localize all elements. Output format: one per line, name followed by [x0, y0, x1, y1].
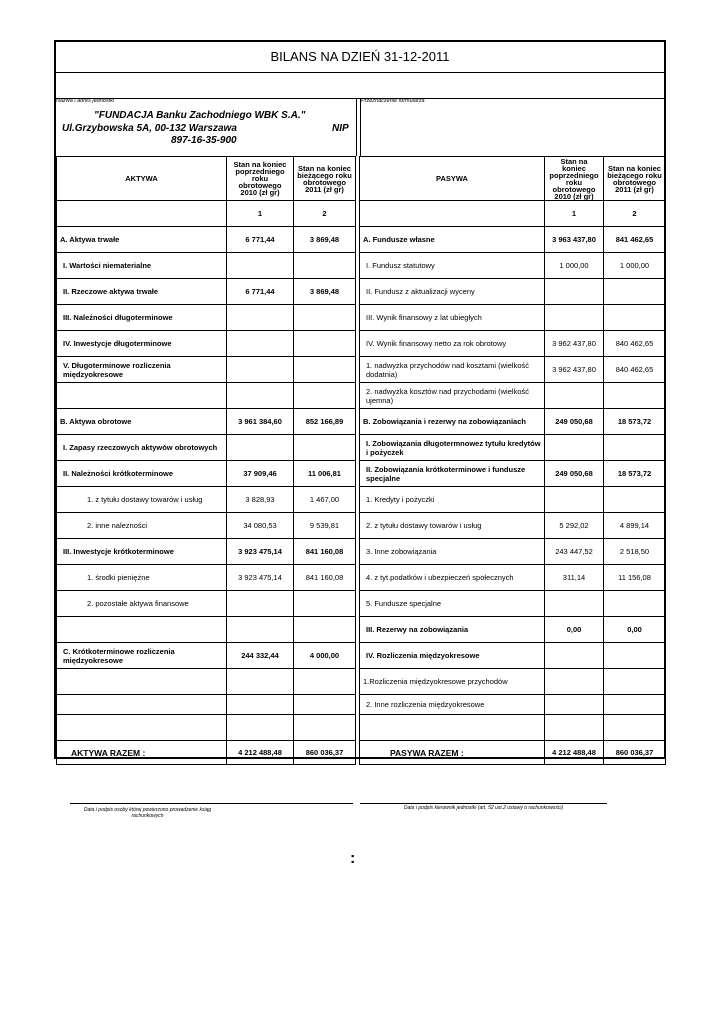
assets-row — [57, 383, 356, 409]
assets-row-label: III. Inwestycje krótkoterminowe — [57, 539, 227, 565]
liabilities-table — [359, 156, 666, 765]
assets-row-value-2010 — [227, 715, 294, 741]
liabilities-row-value-2011: 840 462,65 — [604, 357, 666, 383]
liabilities-row-value-2010 — [545, 435, 604, 461]
liabilities-row — [360, 669, 666, 695]
assets-col2-number: 2 — [294, 201, 356, 227]
assets-row-label — [57, 715, 227, 741]
assets-row-value-2011: 841 160,08 — [294, 565, 356, 591]
liabilities-row-label: B. Zobowiązania i rezerwy na zobowiązaniach — [360, 409, 545, 435]
assets-row — [57, 253, 356, 279]
liabilities-row-label: III. Wynik finansowy z lat ubiegłych — [360, 305, 545, 331]
assets-row-value-2011 — [294, 695, 356, 715]
liabilities-row-label: 4. z tyt.podatków i ubezpieczeń społecznych — [360, 565, 545, 591]
liabilities-row-value-2011: 0,00 — [604, 617, 666, 643]
assets-row-label: C. Krótkoterminowe rozliczenia międzyokresowe — [57, 643, 227, 669]
assets-row-value-2011: 4 000,00 — [294, 643, 356, 669]
liabilities-row-value-2010 — [545, 695, 604, 715]
liabilities-row-label: 2. Inne rozliczenia międzyokresowe — [360, 695, 545, 715]
liabilities-row-value-2010: 1 000,00 — [545, 253, 604, 279]
liabilities-row-value-2010 — [545, 305, 604, 331]
assets-row-value-2010: 6 771,44 — [227, 279, 294, 305]
liabilities-row — [360, 617, 666, 643]
liabilities-row-label — [360, 715, 545, 741]
liabilities-row-value-2011: 1 000,00 — [604, 253, 666, 279]
assets-row-value-2010 — [227, 695, 294, 715]
liabilities-row-label: III. Rezerwy na zobowiązania — [360, 617, 545, 643]
assets-row-label: 1. z tytułu dostawy towarów i usług — [57, 487, 227, 513]
liabilities-row-value-2011: 4 899,14 — [604, 513, 666, 539]
liabilities-total-2010: 4 212 488,48 — [545, 741, 604, 765]
liabilities-row — [360, 461, 666, 487]
liabilities-row — [360, 357, 666, 383]
assets-row — [57, 617, 356, 643]
liabilities-row-label: A. Fundusze własne — [360, 227, 545, 253]
liabilities-row-value-2010: 311,14 — [545, 565, 604, 591]
assets-row-value-2011 — [294, 435, 356, 461]
liabilities-row-label: 2. z tytułu dostawy towarów i usług — [360, 513, 545, 539]
assets-row — [57, 331, 356, 357]
liabilities-row-value-2011: 840 462,65 — [604, 331, 666, 357]
assets-row-value-2010 — [227, 383, 294, 409]
liabilities-row-value-2011 — [604, 487, 666, 513]
assets-row-value-2010 — [227, 305, 294, 331]
assets-heading: AKTYWA — [57, 157, 227, 201]
liabilities-total-row — [360, 741, 666, 765]
assets-total-2011: 860 036,37 — [294, 741, 356, 765]
assets-row-value-2011 — [294, 305, 356, 331]
assets-row — [57, 487, 356, 513]
signature-line-right — [360, 803, 607, 804]
liabilities-row-value-2011: 18 573,72 — [604, 409, 666, 435]
liabilities-row — [360, 383, 666, 409]
liabilities-col2-header: Stan na koniec bieżącego roku obrotowego 2011 (zł gr) — [604, 157, 666, 201]
assets-row-value-2011 — [294, 331, 356, 357]
liabilities-col2-number: 2 — [604, 201, 666, 227]
liabilities-row-value-2011: 2 518,50 — [604, 539, 666, 565]
assets-row — [57, 305, 356, 331]
nip-label: NIP — [332, 123, 349, 134]
assets-col1-number: 1 — [227, 201, 294, 227]
liabilities-col1-number: 1 — [545, 201, 604, 227]
signature-caption-left: Data i podpis osoby której powierzono prowadzenie ksiąg rachunkowych — [83, 807, 212, 819]
blank-row — [56, 72, 664, 99]
liabilities-row-value-2011 — [604, 715, 666, 741]
assets-row-value-2010 — [227, 357, 294, 383]
assets-row-label: I. Zapasy rzeczowych aktywów obrotowych — [57, 435, 227, 461]
liabilities-row — [360, 279, 666, 305]
assets-table — [56, 156, 356, 765]
liabilities-total-2011: 860 036,37 — [604, 741, 666, 765]
assets-row-value-2011 — [294, 669, 356, 695]
assets-row-label: II. Należności krótkoterminowe — [57, 461, 227, 487]
assets-row-value-2010 — [227, 253, 294, 279]
assets-row-label: 2. pozostałe aktywa finansowe — [57, 591, 227, 617]
liabilities-row-label: 1. Kredyty i pożyczki — [360, 487, 545, 513]
liabilities-row-value-2011 — [604, 669, 666, 695]
assets-row-value-2011 — [294, 617, 356, 643]
liabilities-row-label: I. Fundusz statutowy — [360, 253, 545, 279]
liabilities-row-value-2011: 841 462,65 — [604, 227, 666, 253]
assets-row-value-2010: 37 909,46 — [227, 461, 294, 487]
assets-row-value-2010: 6 771,44 — [227, 227, 294, 253]
assets-row-label: 1. środki pieniężne — [57, 565, 227, 591]
assets-row-label: II. Rzeczowe aktywa trwałe — [57, 279, 227, 305]
assets-row-label — [57, 695, 227, 715]
liabilities-row-value-2010 — [545, 669, 604, 695]
document-title: BILANS NA DZIEŃ 31-12-2011 — [56, 42, 664, 73]
liabilities-row — [360, 715, 666, 741]
assets-row-value-2011: 1 467,00 — [294, 487, 356, 513]
liabilities-row — [360, 253, 666, 279]
form-purpose-box — [360, 98, 667, 156]
liabilities-row-value-2011 — [604, 591, 666, 617]
entity-label: Nazwa i adres jednostki — [56, 98, 115, 104]
entity-info-box — [56, 98, 357, 156]
liabilities-row-value-2010: 0,00 — [545, 617, 604, 643]
assets-row-value-2010 — [227, 617, 294, 643]
assets-row-value-2010: 3 923 475,14 — [227, 565, 294, 591]
assets-row — [57, 409, 356, 435]
liabilities-row-value-2011 — [604, 643, 666, 669]
signature-caption-right: Data i podpis kierownik jednostki (art. 52 ust.2 ustawy o rachunkowości) — [403, 805, 564, 811]
assets-col1-header: Stan na koniec poprzedniego roku obrotowego 2010 (zł gr) — [227, 157, 294, 201]
liabilities-row-value-2010 — [545, 591, 604, 617]
liabilities-row — [360, 695, 666, 715]
liabilities-row — [360, 227, 666, 253]
assets-total-label: AKTYWA RAZEM : — [57, 741, 227, 765]
assets-row-label: B. Aktywa obrotowe — [57, 409, 227, 435]
purpose-label: Przeznaczenie formularza — [361, 98, 425, 104]
liabilities-row — [360, 565, 666, 591]
assets-row — [57, 539, 356, 565]
liabilities-row-value-2010: 3 962 437,80 — [545, 357, 604, 383]
assets-row-label: A. Aktywa trwałe — [57, 227, 227, 253]
assets-row — [57, 227, 356, 253]
assets-row-label — [57, 383, 227, 409]
liabilities-row-value-2011 — [604, 435, 666, 461]
assets-row-label: IV. Inwestycje długoterminowe — [57, 331, 227, 357]
liabilities-row-value-2011: 18 573,72 — [604, 461, 666, 487]
assets-row — [57, 513, 356, 539]
assets-row-value-2010 — [227, 331, 294, 357]
liabilities-row-value-2010: 3 963 437,80 — [545, 227, 604, 253]
liabilities-row — [360, 409, 666, 435]
liabilities-row-value-2010 — [545, 715, 604, 741]
assets-row — [57, 279, 356, 305]
liabilities-row-label: II. Fundusz z aktualizacji wyceny — [360, 279, 545, 305]
liabilities-total-label: PASYWA RAZEM : — [360, 741, 545, 765]
assets-col2-header: Stan na koniec bieżącego roku obrotowego 2011 (zł gr) — [294, 157, 356, 201]
liabilities-row-label: 1. nadwyżka przychodów nad kosztami (wielkość dodatnia) — [360, 357, 545, 383]
assets-row-label — [57, 669, 227, 695]
liabilities-row — [360, 487, 666, 513]
assets-row — [57, 357, 356, 383]
assets-row-value-2011 — [294, 591, 356, 617]
entity-name: "FUNDACJA Banku Zachodniego WBK S.A." — [94, 110, 306, 121]
liabilities-row-value-2010: 249 050,68 — [545, 461, 604, 487]
assets-row-label: V. Długoterminowe rozliczenia międzyokresowe — [57, 357, 227, 383]
assets-row-label: I. Wartości niematerialne — [57, 253, 227, 279]
liabilities-row-value-2010 — [545, 643, 604, 669]
liabilities-row — [360, 305, 666, 331]
liabilities-row-value-2010 — [545, 383, 604, 409]
liabilities-row — [360, 591, 666, 617]
assets-row-value-2010 — [227, 591, 294, 617]
assets-row-label: 2. inne nalezności — [57, 513, 227, 539]
assets-total-row — [57, 741, 356, 765]
liabilities-row-label: 2. nadwyżka kosztów nad przychodami (wielkość ujemna) — [360, 383, 545, 409]
liabilities-row — [360, 331, 666, 357]
assets-row — [57, 591, 356, 617]
liabilities-heading: PASYWA — [360, 157, 545, 201]
assets-row-value-2011 — [294, 383, 356, 409]
liabilities-row-label: 3. Inne zobowiązania — [360, 539, 545, 565]
assets-row — [57, 643, 356, 669]
assets-row — [57, 715, 356, 741]
assets-row-value-2011 — [294, 357, 356, 383]
assets-row-value-2011: 9 539,81 — [294, 513, 356, 539]
assets-row-value-2011: 3 869,48 — [294, 279, 356, 305]
assets-row-value-2011 — [294, 715, 356, 741]
liabilities-row-value-2010: 249 050,68 — [545, 409, 604, 435]
liabilities-row — [360, 435, 666, 461]
liabilities-row — [360, 643, 666, 669]
balance-sheet-form — [54, 40, 666, 759]
liabilities-row — [360, 539, 666, 565]
liabilities-row-label: II. Zobowiązania krótkoterminowe i fundusze specjalne — [360, 461, 545, 487]
stray-mark: : — [350, 850, 356, 867]
liabilities-row-label: 5. Fundusze specjalne — [360, 591, 545, 617]
assets-row-value-2010: 244 332,44 — [227, 643, 294, 669]
assets-row-value-2011: 3 869,48 — [294, 227, 356, 253]
liabilities-row-value-2011 — [604, 305, 666, 331]
liabilities-row-value-2011 — [604, 279, 666, 305]
liabilities-row-value-2010 — [545, 279, 604, 305]
liabilities-row-value-2010 — [545, 487, 604, 513]
assets-row-value-2011: 852 166,89 — [294, 409, 356, 435]
assets-total-2010: 4 212 488,48 — [227, 741, 294, 765]
assets-row-value-2010 — [227, 669, 294, 695]
liabilities-row — [360, 513, 666, 539]
assets-row-value-2010: 3 923 475,14 — [227, 539, 294, 565]
liabilities-row-value-2011 — [604, 383, 666, 409]
assets-row-label: III. Należności długoterminowe — [57, 305, 227, 331]
signature-line-left — [70, 803, 353, 804]
liabilities-row-value-2011 — [604, 695, 666, 715]
assets-row-label — [57, 617, 227, 643]
assets-row — [57, 565, 356, 591]
entity-address: Ul.Grzybowska 5A, 00-132 Warszawa — [62, 123, 237, 134]
assets-row — [57, 435, 356, 461]
liabilities-row-value-2010: 243 447,52 — [545, 539, 604, 565]
liabilities-row-label: IV. Rozliczenia międzyokresowe — [360, 643, 545, 669]
liabilities-col1-header: Stan na koniec poprzedniego roku obrotowego 2010 (zł gr) — [545, 157, 604, 201]
assets-row-value-2010: 34 080,53 — [227, 513, 294, 539]
assets-row — [57, 669, 356, 695]
assets-row — [57, 461, 356, 487]
liabilities-row-label: 1.Rozliczenia międzyokresowe przychodów — [360, 669, 545, 695]
assets-row-value-2010: 3 828,93 — [227, 487, 294, 513]
assets-row-value-2011: 841 160,08 — [294, 539, 356, 565]
liabilities-row-value-2010: 3 962 437,80 — [545, 331, 604, 357]
assets-row-value-2011: 11 006,81 — [294, 461, 356, 487]
assets-row — [57, 695, 356, 715]
liabilities-row-label: I. Zobowiązania długotermnowez tytułu kredytów i pożyczek — [360, 435, 545, 461]
assets-row-value-2010 — [227, 435, 294, 461]
liabilities-row-value-2010: 5 292,02 — [545, 513, 604, 539]
nip-number: 897-16-35-900 — [171, 135, 237, 146]
assets-row-value-2010: 3 961 384,60 — [227, 409, 294, 435]
liabilities-row-value-2011: 11 156,08 — [604, 565, 666, 591]
assets-row-value-2011 — [294, 253, 356, 279]
liabilities-row-label: IV. Wynik finansowy netto za rok obrotowy — [360, 331, 545, 357]
